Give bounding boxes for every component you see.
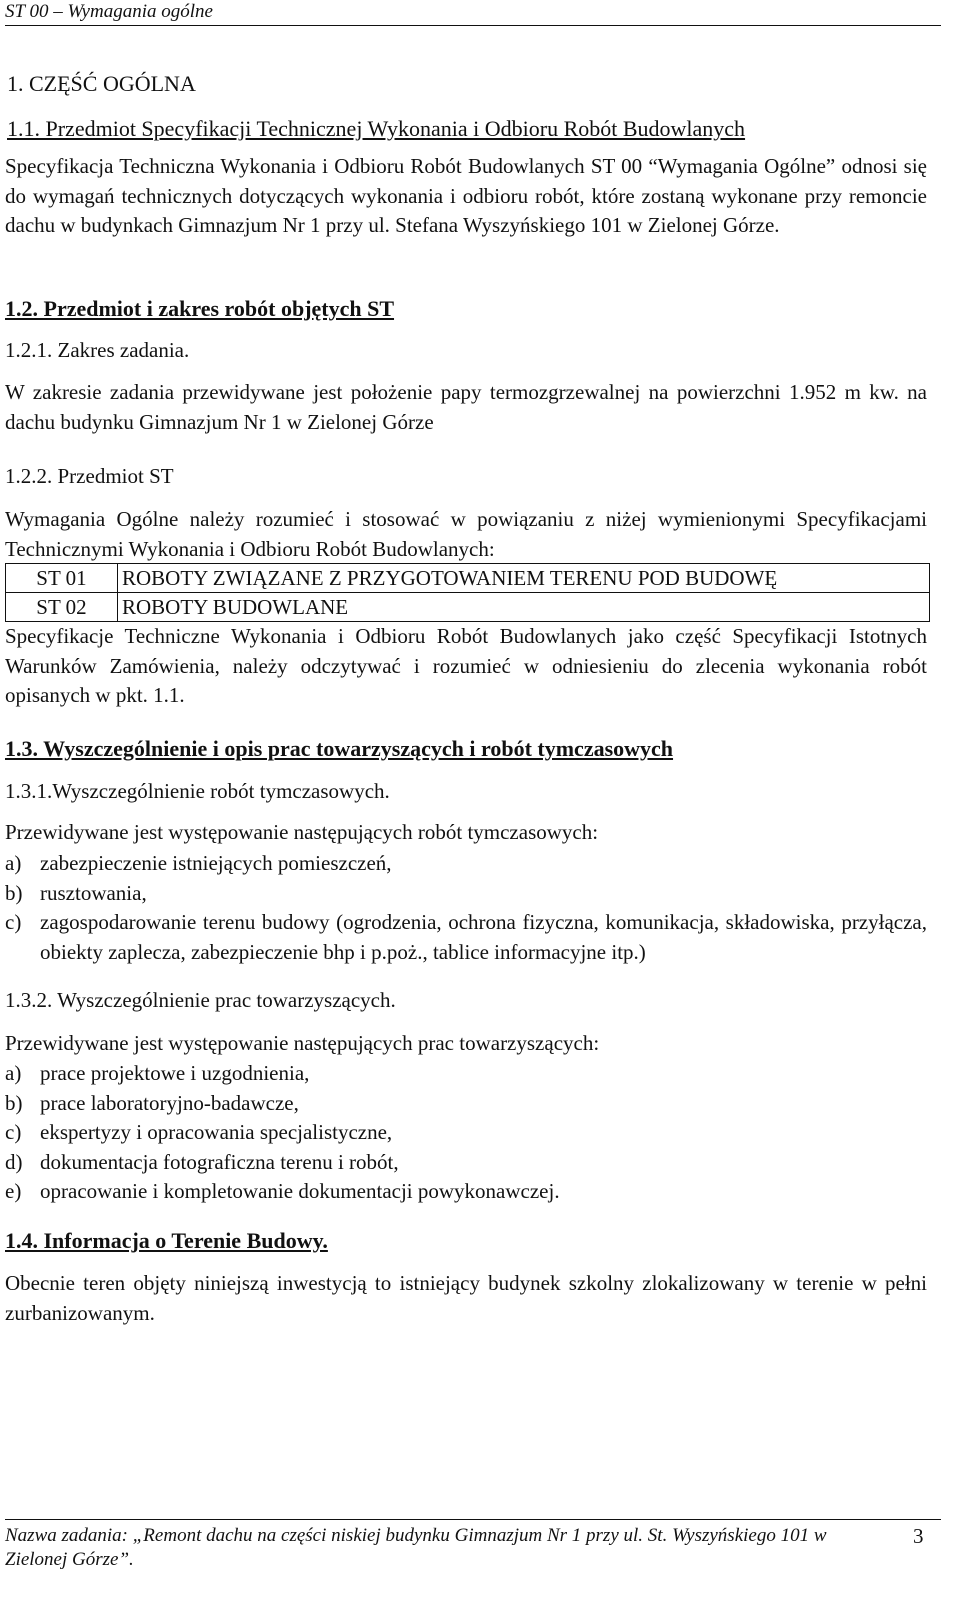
list-item <box>5 1118 927 1148</box>
section-1-2-1-text: W zakresie zadania przewidywane jest położenie papy termozgrzewalnej na powierzchni 1.952 m kw. na dachu budynku Gimnazjum Nr 1 w Zielonej Górze <box>5 380 927 434</box>
list-item-text: prace laboratoryjno-badawcze, <box>40 1090 299 1115</box>
section-1-3-title: 1.3. Wyszczególnienie i opis prac towarzyszących i robót tymczasowych <box>5 736 674 761</box>
list-item <box>5 908 927 967</box>
list-marker: c) <box>5 910 22 934</box>
running-header: ST 00 – Wymagania ogólne <box>5 1 213 22</box>
section-1-title: 1. CZĘŚĆ OGÓLNA <box>7 71 196 96</box>
st-code-cell: ST 01 <box>6 564 118 593</box>
list-item-text: ekspertyzy i opracowania specjalistyczne, <box>40 1120 393 1144</box>
section-1-4-text: Obecnie teren objęty niniejszą inwestycją to istniejący budynek szkolny zlokalizowany w terenie w pełni zurbanizowanym. <box>5 1271 927 1325</box>
list-item-text: prace projektowe i uzgodnienia, <box>40 1061 310 1085</box>
section-1-2-2-after-text: Specyfikacje Techniczne Wykonania i Odbioru Robót Budowlanych jako część Specyfikacji Istotnych Warunków Zamówienia, należy odczytywać i rozumieć w odniesieniu do zlecenia wykonania robót opisanych w pkt. 1.1. <box>5 624 927 707</box>
header-rule <box>5 25 941 26</box>
st-code-cell: ST 02 <box>6 593 118 622</box>
st-name-cell: ROBOTY BUDOWLANE <box>118 593 930 622</box>
list-item <box>5 1059 927 1089</box>
list-item <box>5 879 927 909</box>
table-row <box>6 564 930 593</box>
list-marker: a) <box>5 851 22 875</box>
section-1-4-title: 1.4. Informacja o Terenie Budowy. <box>5 1228 328 1253</box>
section-1-2-2-title: 1.2.2. Przedmiot ST <box>5 464 174 488</box>
section-1-2-1-title: 1.2.1. Zakres zadania. <box>5 338 190 362</box>
section-1-2-title: 1.2. Przedmiot i zakres robót objętych ST <box>5 296 395 321</box>
list-item-text: zagospodarowanie terenu budowy (ogrodzenia, ochrona fizyczna, komunikacja, składowiska, przyłącza, obiekty zaplecza, zabezpieczenie bhp i p.poż., tablice informacyjne itp.) <box>40 910 927 964</box>
list-marker: a) <box>5 1061 22 1085</box>
list-marker: b) <box>5 880 23 905</box>
list-item-text: rusztowania, <box>40 880 147 905</box>
list-item <box>5 1089 927 1119</box>
list-item <box>5 1148 927 1178</box>
accompanying-works-list <box>5 1059 927 1207</box>
section-1-3-2-intro: Przewidywane jest występowanie następujących prac towarzyszących: <box>5 1031 600 1055</box>
section-1-1-title: 1.1. Przedmiot Specyfikacji Technicznej Wykonania i Odbioru Robót Budowlanych <box>7 116 746 141</box>
list-item-text: opracowanie i kompletowanie dokumentacji powykonawczej. <box>40 1179 560 1203</box>
section-1-2-2-text: Wymagania Ogólne należy rozumieć i stosować w powiązaniu z niżej wymienionymi Specyfikacjami Technicznymi Wykonania i Odbioru Robót Budowlanych: <box>5 507 927 561</box>
section-1-1-text: Specyfikacja Techniczna Wykonania i Odbioru Robót Budowlanych ST 00 “Wymagania Ogólne” odnosi się do wymagań technicznych dotyczących wykonania i odbioru robót, które zostaną wykonane przy remoncie dachu w budynkach Gimnazjum Nr 1 przy ul. Stefana Wyszyńskiego 101 w Zielonej Górze. <box>5 154 927 237</box>
section-1-3-2-title: 1.3.2. Wyszczególnienie prac towarzyszących. <box>5 988 396 1012</box>
list-marker: e) <box>5 1179 22 1203</box>
footer-rule <box>5 1519 941 1520</box>
section-1-3-1-title: 1.3.1.Wyszczególnienie robót tymczasowych. <box>5 779 390 803</box>
table-row <box>6 593 930 622</box>
footer-task-name: Nazwa zadania: „Remont dachu na części niskiej budynku Gimnazjum Nr 1 przy ul. St. Wyszyńskiego 101 w Zielonej Górze”. <box>5 1525 827 1570</box>
list-marker: b) <box>5 1090 23 1115</box>
st-specification-table <box>5 563 930 622</box>
page-number: 3 <box>913 1524 924 1548</box>
section-1-3-1-intro: Przewidywane jest występowanie następujących robót tymczasowych: <box>5 820 599 844</box>
list-item-text: dokumentacja fotograficzna terenu i robót, <box>40 1149 399 1174</box>
list-item <box>5 849 927 879</box>
list-item <box>5 1177 927 1207</box>
st-name-cell: ROBOTY ZWIĄZANE Z PRZYGOTOWANIEM TERENU POD BUDOWĘ <box>118 564 930 593</box>
temporary-works-list <box>5 849 927 967</box>
list-marker: c) <box>5 1120 22 1144</box>
list-marker: d) <box>5 1149 23 1174</box>
list-item-text: zabezpieczenie istniejących pomieszczeń, <box>40 851 392 875</box>
